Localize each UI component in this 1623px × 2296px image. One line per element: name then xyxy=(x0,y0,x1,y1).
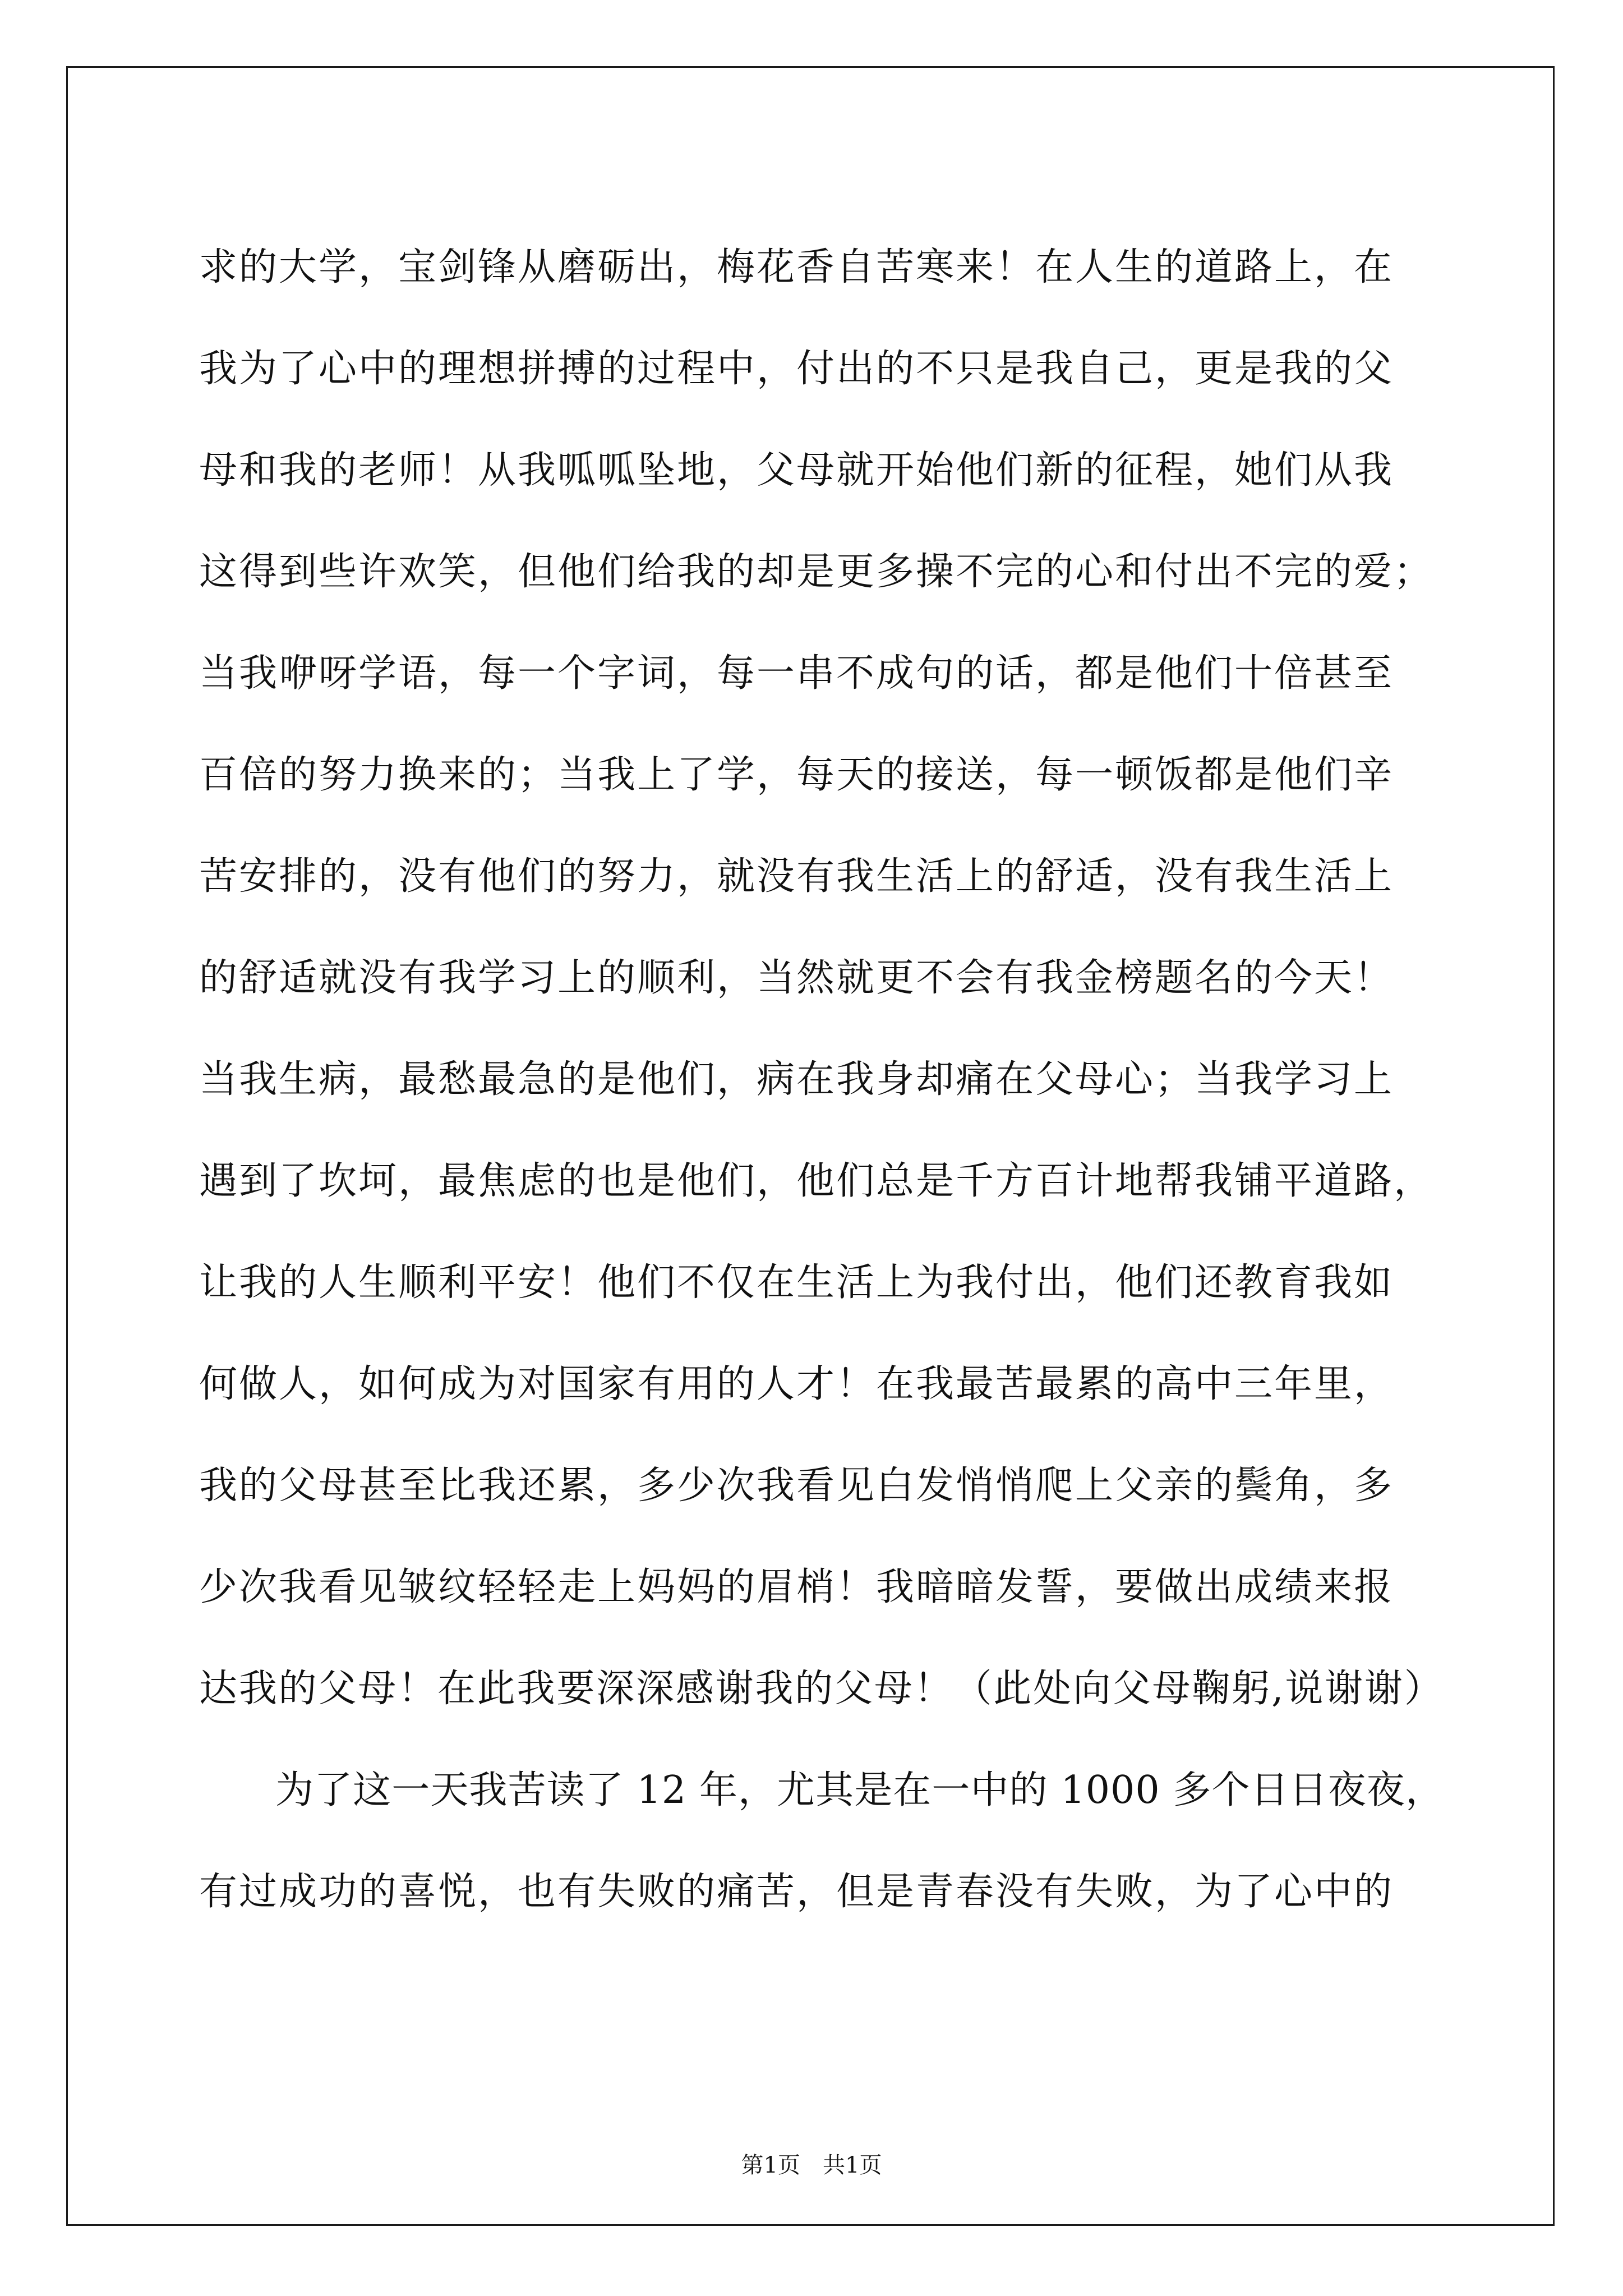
text-line: 的舒适就没有我学习上的顺利，当然就更不会有我金榜题名的今天！ xyxy=(199,956,1394,1000)
text-line: 当我咿呀学语，每一个字词，每一串不成句的话，都是他们十倍甚至 xyxy=(199,651,1394,696)
text-line: 母和我的老师！从我呱呱坠地，父母就开始他们新的征程，她们从我 xyxy=(199,448,1394,493)
text-line: 有过成功的喜悦，也有失败的痛苦，但是青春没有失败，为了心中的 xyxy=(199,1870,1394,1914)
text-line: 百倍的努力换来的；当我上了学，每天的接送，每一顿饭都是他们辛 xyxy=(199,753,1394,797)
text-line: 这得到些许欢笑，但他们给我的却是更多操不完的心和付出不完的爱； xyxy=(199,550,1434,594)
text-line: 求的大学，宝剑锋从磨砺出，梅花香自苦寒来！在人生的道路上，在 xyxy=(199,245,1394,289)
page-footer: 第1页 共1页 xyxy=(741,2152,882,2178)
text-line: 达我的父母！在此我要深深感谢我的父母！（此处向父母鞠躬,说谢谢） xyxy=(199,1667,1444,1711)
paragraph-start-line: 为了这一天我苦读了 12 年，尤其是在一中的 1000 多个日日夜夜， xyxy=(275,1768,1445,1812)
text-line: 我为了心中的理想拼搏的过程中，付出的不只是我自己，更是我的父 xyxy=(199,347,1394,391)
text-line: 当我生病，最愁最急的是他们，病在我身却痛在父母心；当我学习上 xyxy=(199,1057,1394,1102)
text-line: 苦安排的，没有他们的努力，就没有我生活上的舒适，没有我生活上 xyxy=(199,854,1394,899)
text-line: 少次我看见皱纹轻轻走上妈妈的眉梢！我暗暗发誓，要做出成绩来报 xyxy=(199,1565,1394,1609)
text-line: 何做人，如何成为对国家有用的人才！在我最苦最累的高中三年里， xyxy=(199,1362,1394,1406)
text-line: 遇到了坎坷，最焦虑的也是他们，他们总是千方百计地帮我铺平道路， xyxy=(199,1159,1434,1203)
text-line: 让我的人生顺利平安！他们不仅在生活上为我付出，他们还教育我如 xyxy=(199,1260,1394,1305)
text-line: 我的父母甚至比我还累，多少次我看见白发悄悄爬上父亲的鬓角，多 xyxy=(199,1464,1394,1508)
document-body xyxy=(199,217,1444,1943)
